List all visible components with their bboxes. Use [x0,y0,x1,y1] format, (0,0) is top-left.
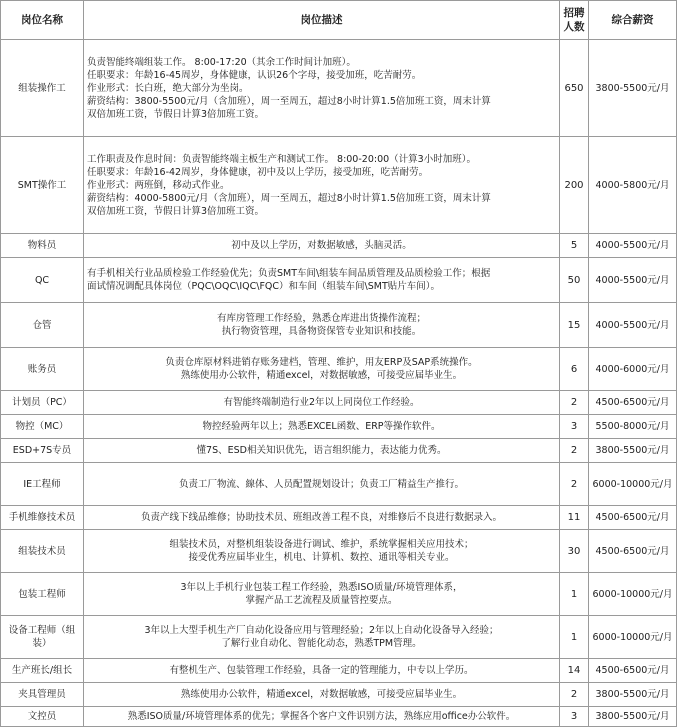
position-description [84,463,560,506]
description-line: 作业形式：长白班，绝大部分为坐岗。 [87,82,249,94]
position-description [84,391,560,415]
description-line: 执行物资管理，具备物资保管专业知识和技能。 [221,326,422,337]
description-line: 工作职责及作息时间：负责智能终端主板生产和测试工作。 8:00-20:00（计算3小时加班）。 [87,153,476,165]
position-description [84,415,560,439]
description-line: 3年以上大型手机生产厂自动化设备应用与管理经验；2年以上自动化设备导入经验； [144,625,499,636]
headcount: 11 [560,506,589,530]
description-line: 负责产线下线品维修；协助技术员、班组改善工程不良，对维修后不良进行数据录入。 [140,512,502,523]
table-row [1,348,677,391]
table-row [1,303,677,348]
headcount: 3 [560,707,589,727]
description-line: 初中及以上学历，对数据敏感，头脑灵活。 [231,240,412,251]
header-count: 招聘人数 [560,1,589,40]
salary: 4000-5500元/月 [589,303,677,348]
table-header-row [1,1,677,40]
salary: 4000-5800元/月 [589,137,677,234]
position-name: 文控员 [1,707,84,727]
table-row [1,707,677,727]
position-description [84,137,560,234]
table-row [1,530,677,573]
position-name: 包装工程师 [1,573,84,616]
description-line: 负责工厂物流、線体、人员配置规划设计；负责工厂精益生产推行。 [178,478,464,490]
headcount: 15 [560,303,589,348]
table-row [1,683,677,707]
position-name: 组装操作工 [1,40,84,137]
salary: 3800-5500元/月 [589,439,677,463]
description-line: 有手机相关行业品质检验工作经验优先；负责SMT车间\组装车间品质管理及品质检验工作；根据 [87,268,491,279]
description-line: 掌握产品工艺流程及质量管控要点。 [245,595,398,606]
description-line: 薪资结构：3800-5500元/月（含加班），周一至周五，超过8小时计算1.5倍加班工资，周末计算 [87,95,491,107]
salary: 3800-5500元/月 [589,707,677,727]
position-name: 组装技术员 [1,530,84,573]
position-description [84,506,560,530]
position-description [84,573,560,616]
position-description [84,303,560,348]
description-line: 负责仓库原材料进销存账务建档，管理、维护，用友ERP及SAP系统操作。 [165,357,478,368]
position-description [84,258,560,303]
position-description [84,530,560,573]
salary: 4000-5500元/月 [589,258,677,303]
position-name: 物料员 [1,234,84,258]
description-line: 双倍加班工资，节假日计算3倍加班工资。 [87,108,265,120]
headcount: 2 [560,683,589,707]
table-row [1,258,677,303]
table-row [1,506,677,530]
table-row [1,415,677,439]
position-name: ESD+7S专员 [1,439,84,463]
salary: 4500-6500元/月 [589,506,677,530]
description-line: 有库房管理工作经验，熟悉仓库进出货操作流程； [216,313,426,324]
table-row [1,391,677,415]
headcount: 200 [560,137,589,234]
headcount: 50 [560,258,589,303]
position-name: 生产班长/组长 [1,659,84,683]
header-salary: 综合薪资 [589,1,677,40]
description-line: 3年以上手机行业包装工程工作经验，熟悉ISO质量/环境管理体系， [180,582,463,593]
description-line: 有智能终端制造行业2年以上同岗位工作经验。 [223,397,420,408]
description-line: 作业形式：两班倒，移动式作业。 [87,179,230,191]
position-description [84,348,560,391]
description-line: 物控经验两年以上；熟悉EXCEL函数、ERP等操作软件。 [202,421,441,432]
table-row [1,439,677,463]
headcount: 650 [560,40,589,137]
description-line: 任职要求：年龄16-42周岁，身体健康，初中及以上学历，接受加班，吃苦耐劳。 [87,166,429,178]
salary: 5500-8000元/月 [589,415,677,439]
position-description [84,439,560,463]
headcount: 1 [560,616,589,659]
description-line: 双倍加班工资，节假日计算3倍加班工资。 [87,205,265,217]
salary: 3800-5500元/月 [589,683,677,707]
description-line: 懂7S、ESD相关知识优先，语言组织能力，表达能力优秀。 [196,445,447,456]
salary: 6000-10000元/月 [589,616,677,659]
table-row [1,573,677,616]
table-row [1,137,677,234]
headcount: 14 [560,659,589,683]
position-description [84,40,560,137]
header-position: 岗位名称 [1,1,84,40]
position-name: 物控（MC） [1,415,84,439]
salary: 4500-6500元/月 [589,391,677,415]
table-row [1,463,677,506]
position-name: QC [1,258,84,303]
headcount: 30 [560,530,589,573]
headcount: 2 [560,391,589,415]
table-row [1,616,677,659]
table-row [1,234,677,258]
description-line: 熟练使用办公软件，精通excel，对数据敏感，可接受应届毕业生。 [180,689,463,700]
headcount: 3 [560,415,589,439]
headcount: 6 [560,348,589,391]
header-description: 岗位描述 [84,1,560,40]
description-line: 熟悉ISO质量/环境管理体系的优先；掌握各个客户文件识别方法，熟练应用office办公软件。 [127,711,516,722]
table-row [1,40,677,137]
salary: 4500-6500元/月 [589,530,677,573]
description-line: 有整机生产、包装管理工作经验，具备一定的管理能力，中专以上学历。 [169,665,474,676]
position-name: 手机维修技术员 [1,506,84,530]
position-name: SMT操作工 [1,137,84,234]
headcount: 1 [560,573,589,616]
description-line: 薪资结构：4000-5800元/月（含加班），周一至周五，超过8小时计算1.5倍加班工资，周末计算 [87,192,491,204]
position-name: 计划员（PC） [1,391,84,415]
position-name: 账务员 [1,348,84,391]
position-description [84,659,560,683]
table-body [1,40,677,727]
position-description [84,707,560,727]
position-description [84,683,560,707]
position-name: 仓管 [1,303,84,348]
position-name: 设备工程师（组装） [1,616,84,659]
description-line: 接受优秀应届毕业生，机电、计算机、数控、通讯等相关专业。 [188,552,455,563]
headcount: 2 [560,439,589,463]
table-row [1,659,677,683]
salary: 6000-10000元/月 [589,463,677,506]
description-line: 面试情况调配具体岗位（PQC\OQC\IQC\FQC）和车间（组装车间\SMT贴片车间）。 [87,281,440,292]
description-line: 任职要求：年龄16-45周岁，身体健康，认识26个字母，接受加班，吃苦耐劳。 [87,69,422,81]
salary: 6000-10000元/月 [589,573,677,616]
position-description [84,616,560,659]
salary: 3800-5500元/月 [589,40,677,137]
description-line: 负责智能终端组装工作。 8:00-17:20（其余工作时间计加班）。 [87,56,356,68]
position-description [84,234,560,258]
description-line: 组装技术员，对整机组装设备进行调试、维护，系统掌握相关应用技术； [169,539,474,550]
position-name: IE工程师 [1,463,84,506]
salary: 4000-6000元/月 [589,348,677,391]
description-line: 了解行业自动化、智能化动态，熟悉TPM管理。 [221,638,422,649]
salary: 4000-5500元/月 [589,234,677,258]
position-name: 夹具管理员 [1,683,84,707]
headcount: 2 [560,463,589,506]
headcount: 5 [560,234,589,258]
description-line: 熟练使用办公软件，精通excel，对数据敏感，可接受应届毕业生。 [180,370,463,381]
salary: 4500-6500元/月 [589,659,677,683]
